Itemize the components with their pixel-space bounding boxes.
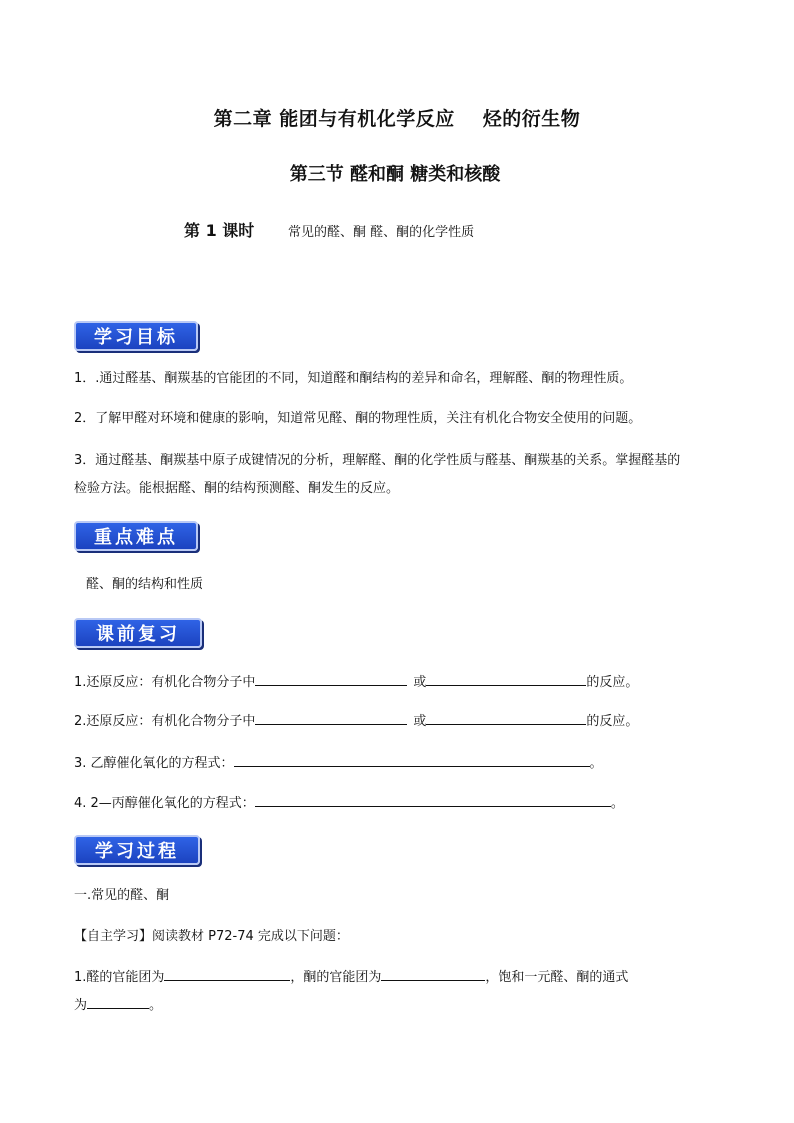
review-q3-prefix: 3. 乙醇催化氧化的方程式：	[74, 756, 234, 771]
process-q1-prefix: 1.醛的官能团为	[74, 970, 165, 985]
review-badge: 课前复习	[74, 618, 202, 648]
lesson-subtitle: 常见的醛、酮 醛、酮的化学性质	[288, 225, 475, 240]
process-q1-blank-1[interactable]	[164, 966, 290, 981]
objective-item-3-line-2: 检验方法。能根据醛、酮的结构预测醛、酮发生的反应。	[74, 481, 400, 496]
section-title: 第三节 醛和酮 糖类和核酸	[289, 164, 501, 185]
review-q2-suffix: 的反应。	[586, 714, 639, 729]
review-q4-prefix: 4. 2—丙醇催化氧化的方程式：	[74, 796, 255, 811]
chapter-title-sub: 烃的衍生物	[482, 108, 581, 130]
objective-item-3-line-1: 3．通过醛基、酮羰基中原子成键情况的分析，理解醛、酮的化学性质与醛基、酮羰基的关系。掌握醛基的	[74, 453, 681, 468]
key-points-badge: 重点难点	[74, 521, 198, 551]
process-q1-mid-1: ，酮的官能团为	[290, 970, 382, 985]
process-q1-line2-prefix: 为	[74, 998, 88, 1013]
process-badge: 学习过程	[74, 835, 200, 865]
review-q1-prefix: 1.还原反应：有机化合物分子中	[74, 675, 256, 690]
objectives-badge: 学习目标	[74, 321, 198, 351]
objective-item-1: 1．.通过醛基、酮羰基的官能团的不同，知道醛和酮结构的差异和命名，理解醛、酮的物理性质。	[74, 371, 633, 386]
review-q1-suffix: 的反应。	[586, 675, 639, 690]
key-points-text: 醛、酮的结构和性质	[86, 577, 204, 592]
lesson-title: 第 1 课时	[184, 221, 255, 240]
process-heading: 一.常见的醛、酮	[74, 888, 170, 903]
self-study-instruction: 【自主学习】阅读教材 P72-74 完成以下问题：	[74, 929, 349, 944]
process-q1-blank-3[interactable]	[87, 994, 149, 1009]
review-q3-blank[interactable]	[234, 752, 590, 767]
process-q1-line2-suffix: 。	[149, 998, 163, 1013]
review-q2-or: 或	[413, 714, 427, 729]
chapter-title	[0, 104, 794, 131]
objective-item-2: 2．了解甲醛对环境和健康的影响，知道常见醛、酮的物理性质，关注有机化合物安全使用的问题。	[74, 411, 642, 426]
chapter-title-main: 第二章 能团与有机化学反应	[213, 108, 455, 130]
review-q2-blank-1[interactable]	[255, 710, 407, 725]
review-question-3	[74, 752, 603, 775]
review-question-2	[74, 710, 638, 733]
review-q2-prefix: 2.还原反应：有机化合物分子中	[74, 714, 256, 729]
review-q2-blank-2[interactable]	[426, 710, 586, 725]
review-question-4	[74, 792, 624, 815]
review-q4-blank[interactable]	[255, 792, 611, 807]
process-question-1-line-1	[74, 966, 628, 989]
review-q1-or: 或	[413, 675, 427, 690]
review-q4-suffix: 。	[610, 796, 624, 811]
review-question-1	[74, 671, 638, 694]
review-q1-blank-2[interactable]	[426, 671, 586, 686]
process-q1-mid-2: ，饱和一元醛、酮的通式	[485, 970, 629, 985]
process-question-1-line-2	[74, 994, 162, 1017]
review-q1-blank-1[interactable]	[255, 671, 407, 686]
review-q3-suffix: 。	[589, 756, 603, 771]
process-q1-blank-2[interactable]	[381, 966, 485, 981]
